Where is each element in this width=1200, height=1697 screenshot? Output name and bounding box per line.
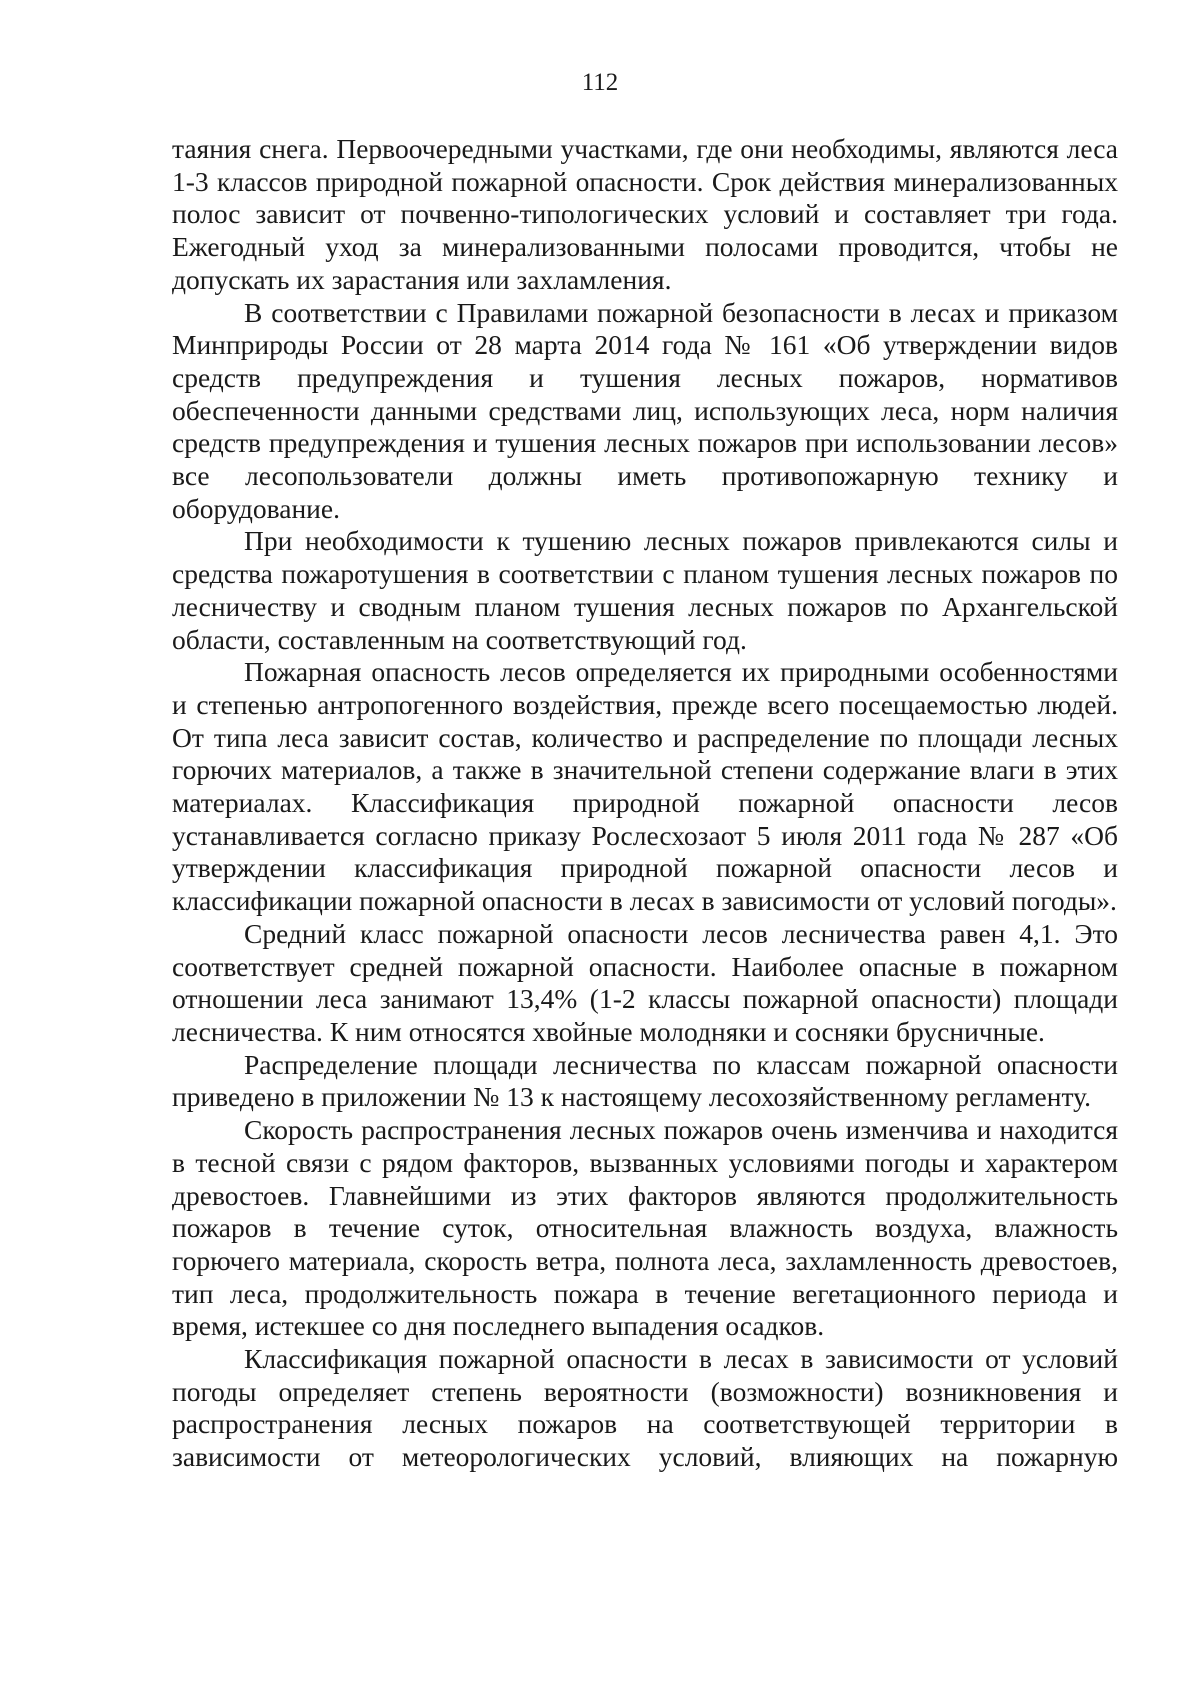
paragraph-snow-melting-continuation: таяния снега. Первоочередными участками, где они необходимы, являются леса 1-3 классов природной пожарной опасности. Срок действия минерализованных полос зависит от почвенно-типологических условий и составляет три года. Ежегодный уход за минерализованными полосами проводится, чтобы не допускать их зарастания или захламления. xyxy=(172,133,1118,295)
document-body xyxy=(172,133,1118,1474)
paragraph-fire-danger-classification: Пожарная опасность лесов определяется их природными особенностями и степенью антропогенного воздействия, прежде всего посещаемостью людей. От типа леса зависит состав, количество и распределение по площади лесных горючих материалов, а также в значительной степени содержание влаги в этих материалах. Классификация природной пожарной опасности лесов устанавливается согласно приказу Рослесхозаот 5 июля 2011 года № 287 «Об утверждении классификация природной пожарной опасности лесов и классификации пожарной опасности в лесах в зависимости от условий погоды». xyxy=(172,656,1118,917)
paragraph-appendix-reference: Распределение площади лесничества по классам пожарной опасности приведено в приложении № 13 к настоящему лесохозяйственному регламенту. xyxy=(172,1048,1118,1113)
paragraph-firefighting-forces: При необходимости к тушению лесных пожаров привлекаются силы и средства пожаротушения в соответствии с планом тушения лесных пожаров по лесничеству и сводным планом тушения лесных пожаров по Архангельской области, составленным на соответствующий год. xyxy=(172,525,1118,655)
paragraph-fire-spread-speed: Скорость распространения лесных пожаров очень изменчива и находится в тесной связи с рядом факторов, вызванных условиями погоды и характером древостоев. Главнейшими из этих факторов являются продолжительность пожаров в течение суток, относительная влажность воздуха, влажность горючего материала, скорость ветра, полнота леса, захламленность древостоев, тип леса, продолжительность пожара в течение вегетационного периода и время, истекшее со дня последнего выпадения осадков. xyxy=(172,1114,1118,1342)
paragraph-weather-classification: Классификация пожарной опасности в лесах в зависимости от условий погоды определяет степень вероятности (возможности) возникновения и распространения лесных пожаров на соответствующей территории в зависимости от метеорологических условий, влияющих на пожарную xyxy=(172,1343,1118,1473)
paragraph-fire-safety-rules: В соответствии с Правилами пожарной безопасности в лесах и приказом Минприроды России от 28 марта 2014 года № 161 «Об утверждении видов средств предупреждения и тушения лесных пожаров, нормативов обеспеченности данными средствами лиц, использующих леса, норм наличия средств предупреждения и тушения лесных пожаров при использовании лесов» все лесопользователи должны иметь противопожарную технику и оборудование. xyxy=(172,296,1118,524)
page-number: 112 xyxy=(581,69,619,96)
paragraph-average-fire-class: Средний класс пожарной опасности лесов лесничества равен 4,1. Это соответствует средней пожарной опасности. Наиболее опасные в пожарном отношении леса занимают 13,4% (1-2 классы пожарной опасности) площади лесничества. К ним относятся хвойные молодняки и сосняки брусничные. xyxy=(172,917,1118,1047)
